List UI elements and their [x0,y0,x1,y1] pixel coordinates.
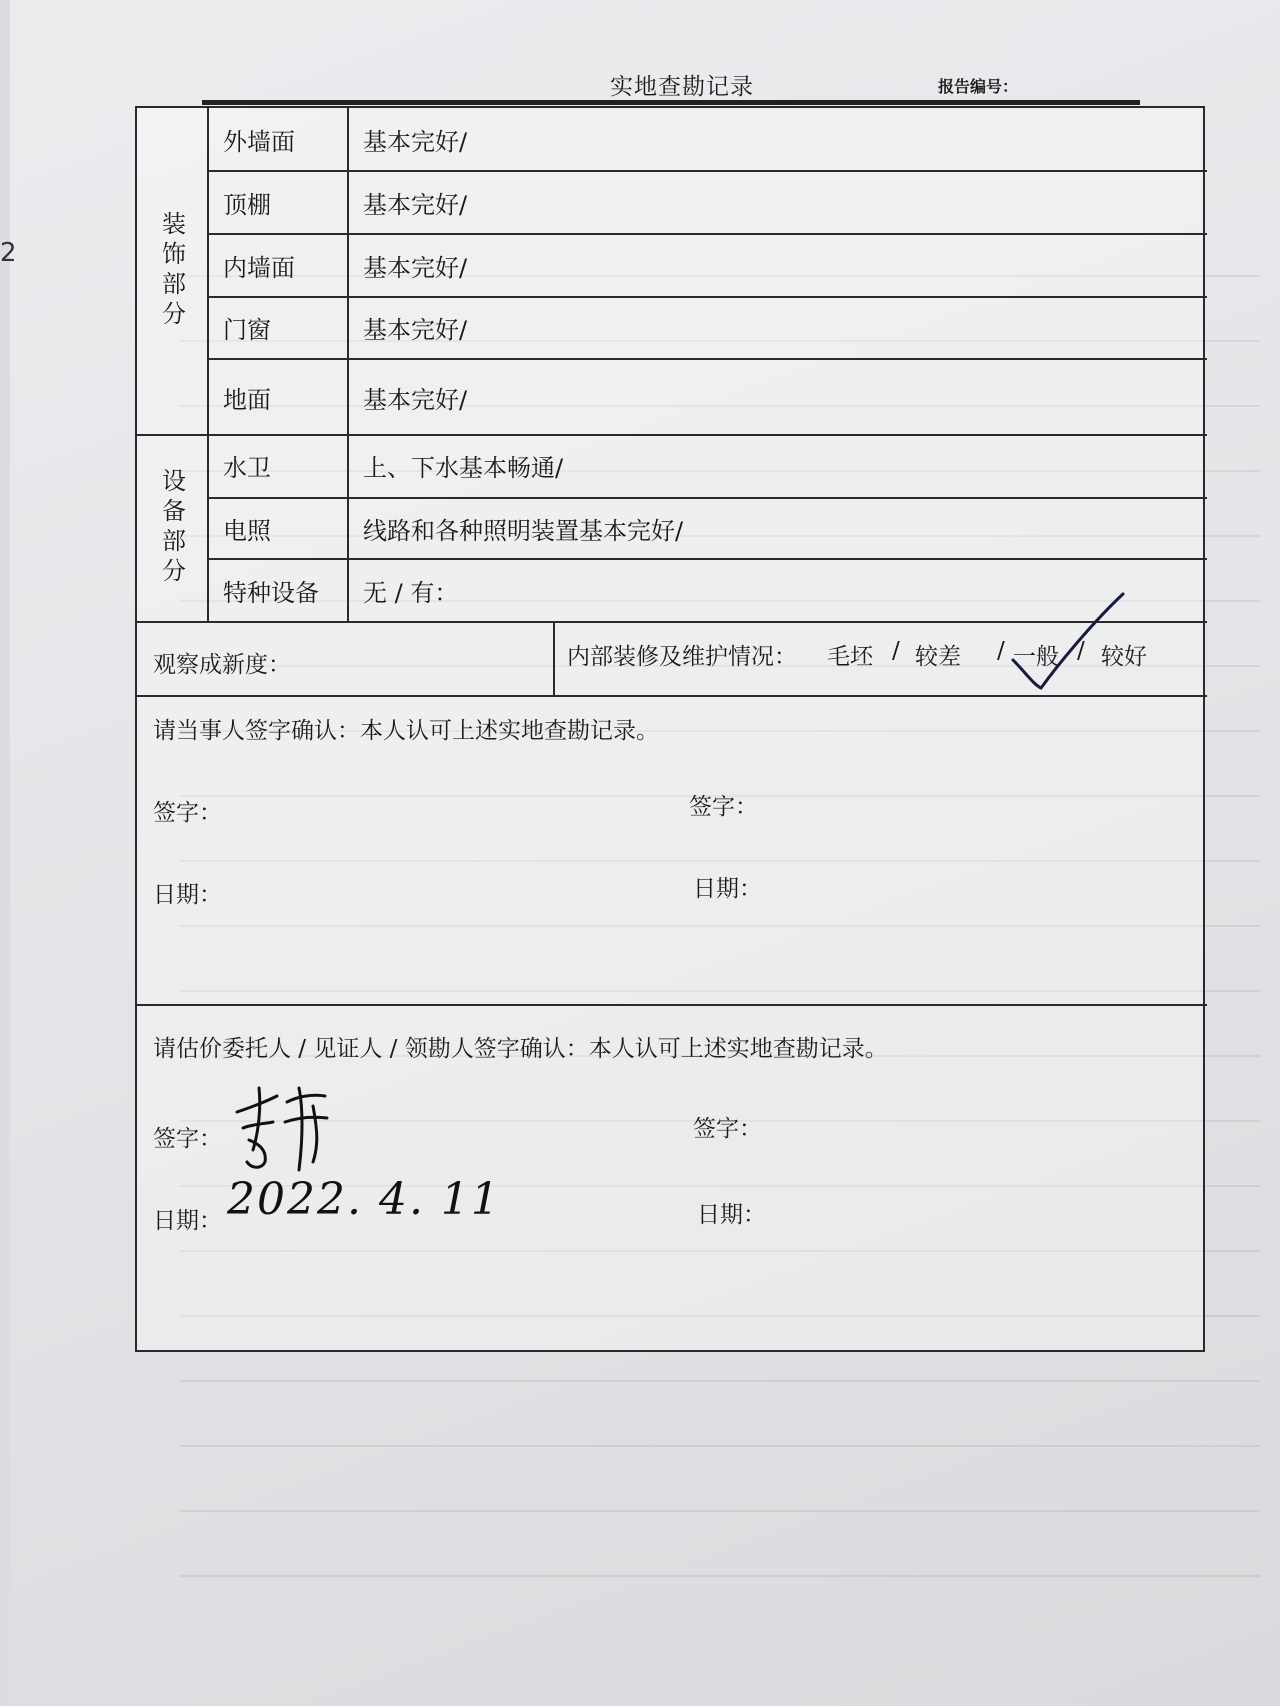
party-sign-label: 签字： [689,794,758,820]
handwritten-signature [229,1078,349,1178]
decoration-item-value: 基本完好/ [363,316,468,344]
header-rule [202,100,1140,105]
document-title: 实地查勘记录 [610,74,754,100]
maintenance-option: 较好 [1101,644,1147,670]
maintenance-option-selected: 一般 [1013,644,1059,670]
equipment-item-label: 水卫 [223,454,271,482]
equipment-item-value: 无 / 有： [363,579,459,607]
decoration-item-value: 基本完好/ [363,254,468,282]
decoration-item-label: 地面 [223,386,271,414]
decoration-item-value: 基本完好/ [363,191,468,219]
maintenance-option: 毛坯 [827,644,873,670]
maintenance-option: 较差 [915,644,961,670]
client-date-label: 日期： [153,1208,222,1234]
equipment-item-label: 特种设备 [223,579,319,607]
decoration-item-value: 基本完好/ [363,128,468,156]
client-date-label: 日期： [697,1202,766,1228]
decoration-item-value: 基本完好/ [363,386,468,414]
equipment-group-label: 设备部分 [157,467,186,588]
report-number-label: 报告编号： [938,77,1019,96]
party-date-label: 日期： [153,882,222,908]
decoration-group-label: 装饰部分 [157,211,186,331]
party-date-label: 日期： [693,876,762,902]
maintenance-label: 内部装修及维护情况： [567,644,797,670]
party-confirm-statement: 请当事人签字确认：本人认可上述实地查勘记录。 [153,718,659,744]
equipment-item-value: 线路和各种照明装置基本完好/ [363,517,684,545]
checkmark-icon [1005,588,1135,698]
decoration-item-label: 外墙面 [223,128,295,156]
client-confirm-statement: 请估价委托人 / 见证人 / 领勘人签字确认：本人认可上述实地查勘记录。 [153,1036,888,1062]
client-sign-label: 签字： [153,1126,222,1152]
decoration-item-label: 顶棚 [223,191,271,219]
party-sign-label: 签字： [153,800,222,826]
decoration-item-label: 门窗 [223,316,271,344]
equipment-item-label: 电照 [223,517,271,545]
decoration-item-label: 内墙面 [223,254,295,282]
page-edge-mark: 2 [0,238,17,268]
client-sign-label: 签字： [693,1116,762,1142]
equipment-item-value: 上、下水基本畅通/ [363,454,564,482]
survey-form-table: 装饰部分 外墙面 基本完好/ 顶棚 基本完好/ 内墙面 基本完好/ 门窗 基本完好/ 地面 基本完好/ 设备部分 水卫 上、下水基本畅通/ 电照 线路和各种照明装置基本完好/ 特种设备 无 / 有： 观察成新度： 内部装修及维护情况： 毛坯 / 较差 / 一般 / 较好 请当事人签字确认：本人认可上述实地查勘记录。 签字： 签字： 日期： 日期： 请估价委托人 / 见证人 / 领勘人签字确认：本人认可上述实地查勘记录。 签字： 签字： 日期： 日期： 2022. 4. 11 [135,106,1205,1352]
handwritten-date: 2022. 4. 11 [227,1174,501,1225]
newness-label: 观察成新度： [153,652,291,678]
document-header [0,60,1280,110]
